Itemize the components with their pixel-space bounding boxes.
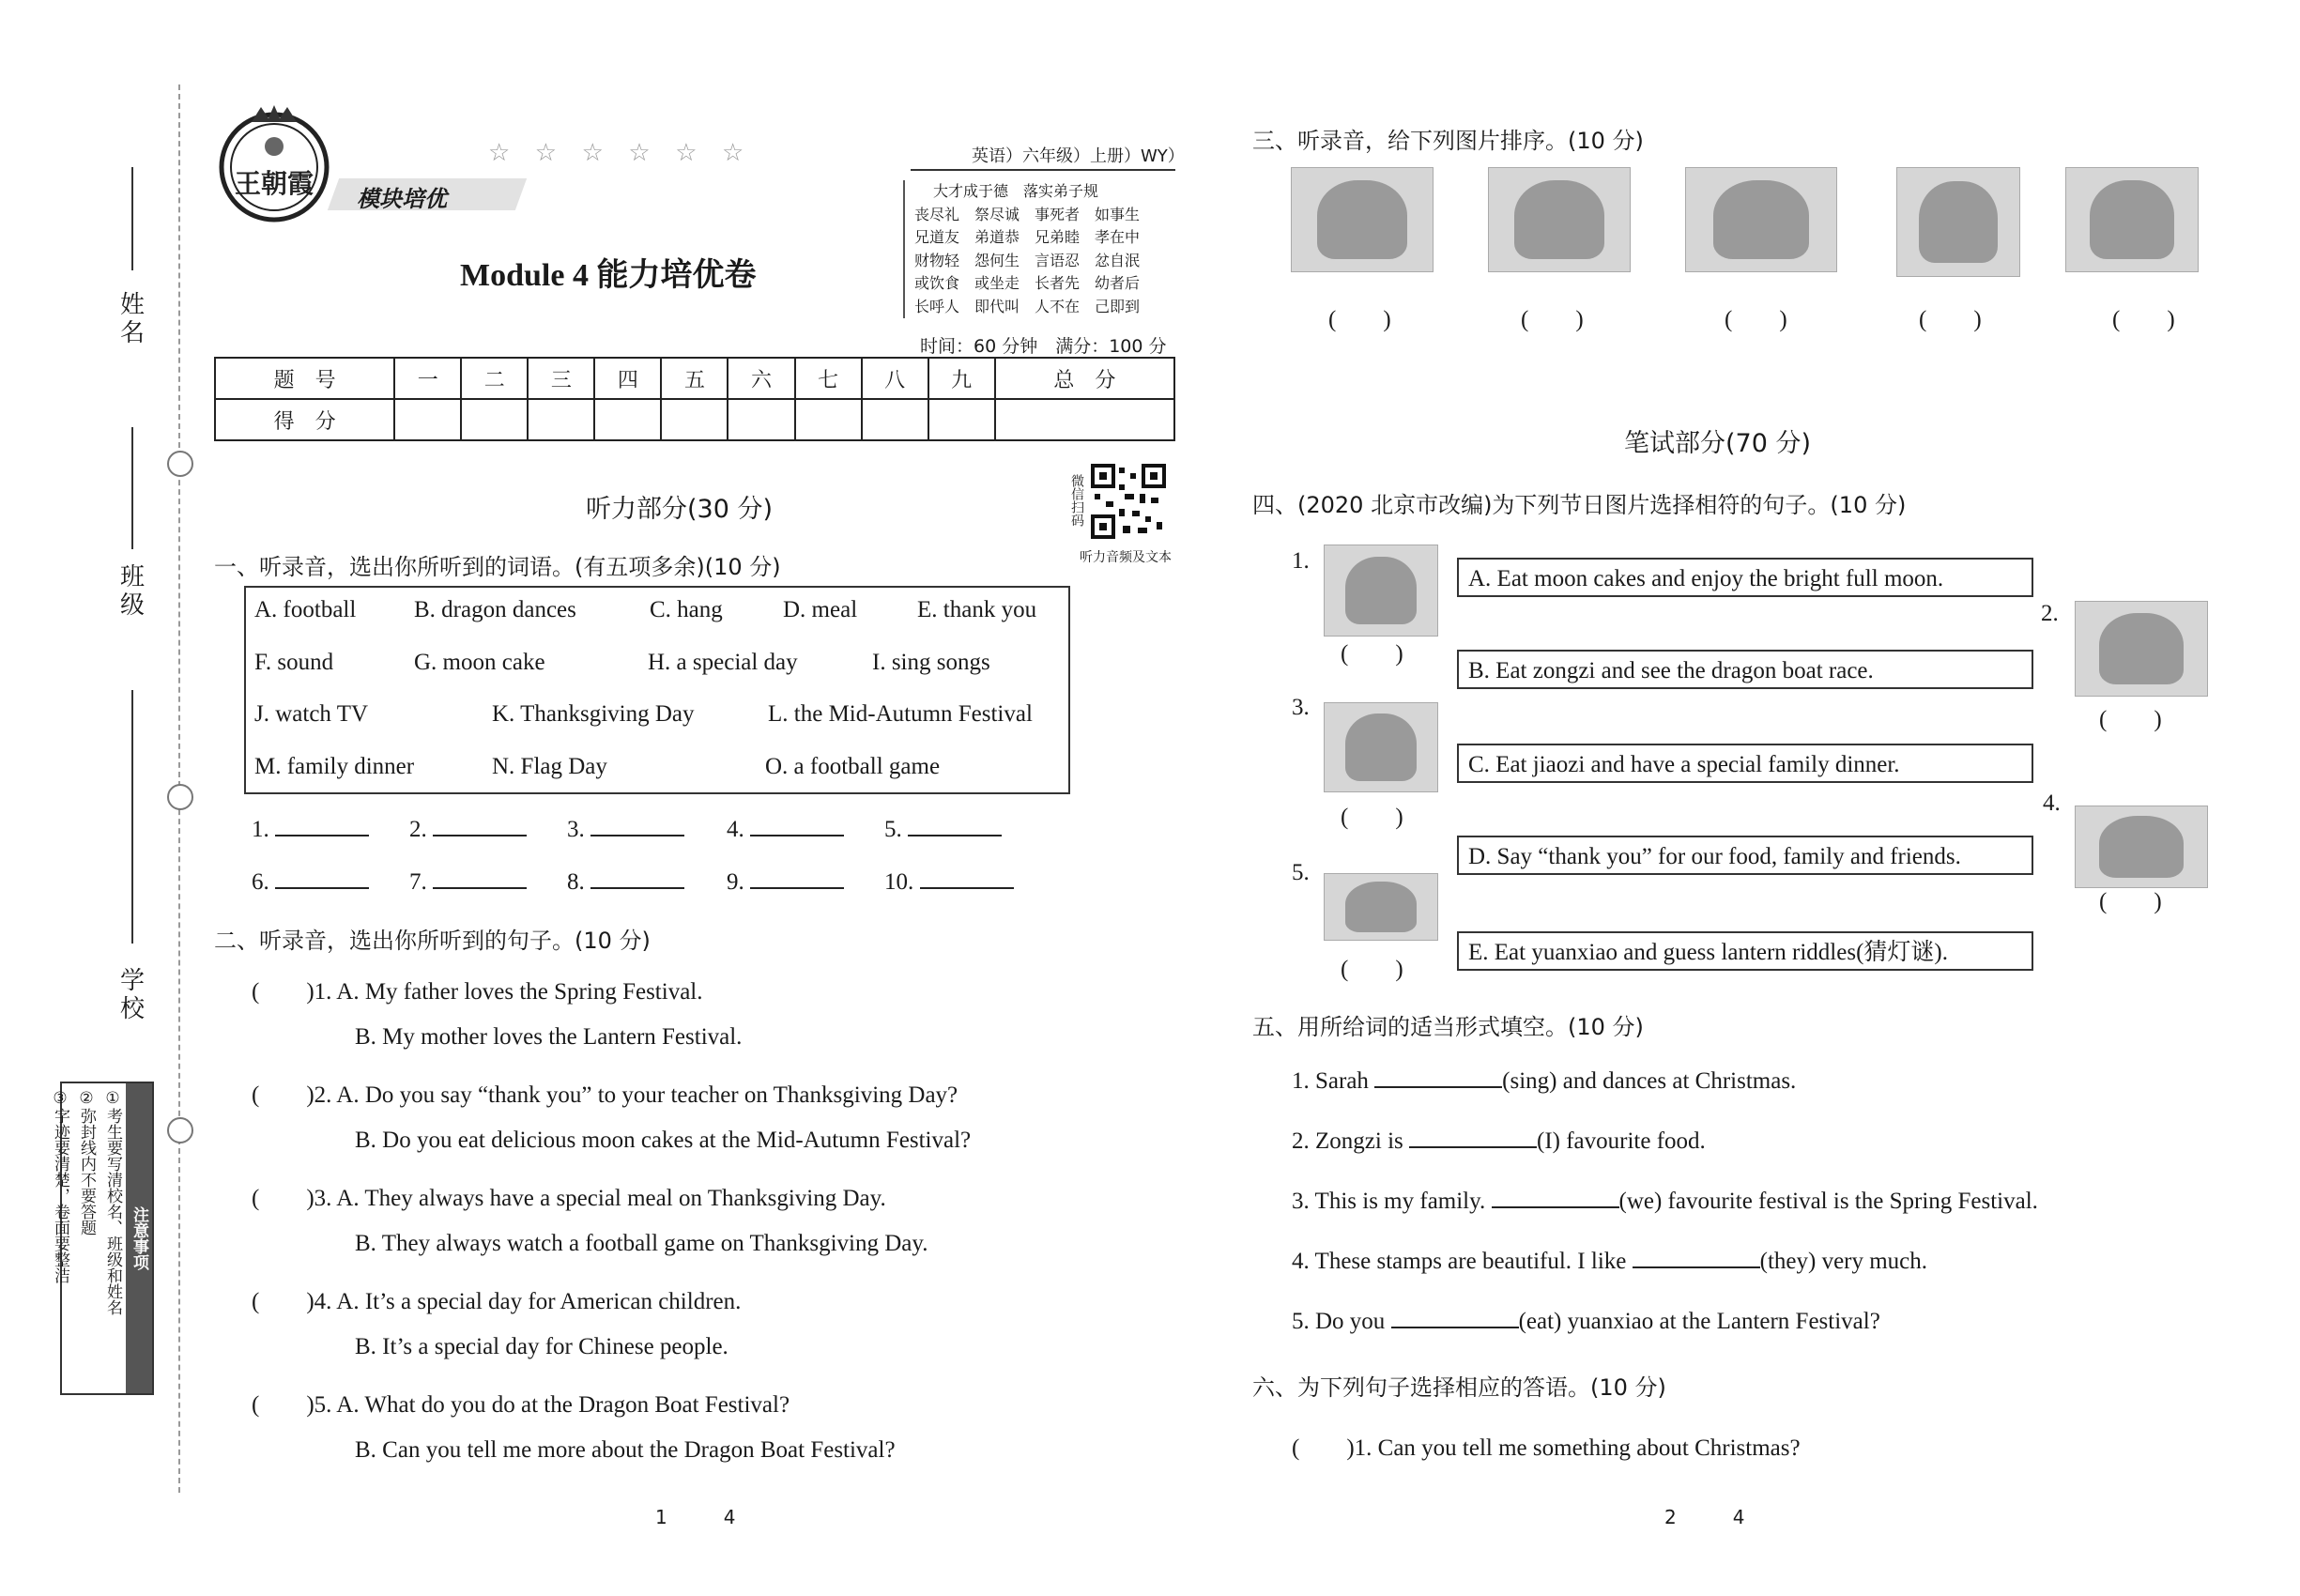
- score-header-row: [215, 358, 1174, 399]
- answer-line[interactable]: [920, 887, 1014, 889]
- q1-option: O. a football game: [765, 754, 941, 779]
- score-row-label: 得 分: [215, 399, 394, 440]
- q1-blank-number: 7.: [409, 869, 427, 895]
- q1-blank[interactable]: [727, 817, 844, 843]
- score-header-cell: 六: [728, 358, 794, 399]
- answer-line[interactable]: [750, 887, 844, 889]
- score-cell[interactable]: [995, 399, 1174, 440]
- school-label: 学校: [119, 967, 145, 1023]
- brand-logo: [214, 103, 334, 223]
- answer-line[interactable]: [590, 887, 684, 889]
- score-header-cell: 题 号: [215, 358, 394, 399]
- answer-line[interactable]: [908, 835, 1002, 836]
- logo-text: 王朝霞: [234, 168, 314, 199]
- q1-blank[interactable]: [252, 869, 369, 896]
- q3-bracket[interactable]: ( ): [1328, 307, 1391, 332]
- q1-option: C. hang: [650, 597, 723, 622]
- score-header-cell: 九: [928, 358, 995, 399]
- q1-blank[interactable]: [884, 817, 1002, 843]
- q1-option: I. sing songs: [872, 650, 990, 675]
- score-cell[interactable]: [862, 399, 928, 440]
- q1-blank[interactable]: [727, 869, 844, 896]
- notice-line: ①考生要写清校名、班级和姓名: [103, 1089, 122, 1315]
- motto-block: [903, 180, 1192, 318]
- motto-line: 兄道友 弟道恭 兄弟睦 孝在中: [914, 228, 1141, 246]
- rating-stars: ☆ ☆ ☆ ☆ ☆ ☆: [488, 139, 754, 166]
- q4-bracket[interactable]: ( ): [1341, 957, 1403, 982]
- q2-item-b: B. They always watch a football game on Thanksgiving Day.: [355, 1231, 928, 1256]
- q1-option: J. watch TV: [254, 701, 369, 727]
- motto-line: 财物轻 怨何生 言语忍 忿自泯: [914, 251, 1141, 269]
- q4-option: B. Eat zongzi and see the dragon boat race.: [1457, 650, 2033, 689]
- q2-item-a[interactable]: ( )2. A. Do you say “thank you” to your teacher on Thanksgiving Day?: [252, 1082, 958, 1108]
- q1-blank[interactable]: [567, 817, 684, 843]
- page-title: Module 4 能力培优卷: [460, 258, 757, 293]
- q4-pic-number: 2.: [2041, 601, 2059, 626]
- q1-option: B. dragon dances: [414, 597, 576, 622]
- answer-line[interactable]: [433, 887, 527, 889]
- notice-box: [51, 1082, 154, 1395]
- score-header-cell: 四: [594, 358, 661, 399]
- score-cell[interactable]: [528, 399, 594, 440]
- q5-item-text: (we) favourite festival is the Spring Festival.: [1618, 1189, 2038, 1214]
- festival-picture: [2075, 806, 2208, 888]
- page-number-right: 2 4: [1664, 1506, 1745, 1528]
- motto-line: 大才成于德 落实弟子规: [933, 182, 1099, 200]
- q4-heading: 四、(2020 北京市改编)为下列节日图片选择相符的句子。(10 分): [1252, 492, 1907, 518]
- q5-item-text: (eat) yuanxiao at the Lantern Festival?: [1518, 1309, 1880, 1334]
- q5-item: [1292, 1068, 1796, 1095]
- subject-tag: 英语）六年级）上册）WY）: [972, 146, 1185, 166]
- q2-item-a[interactable]: ( )1. A. My father loves the Spring Festival.: [252, 979, 703, 1005]
- q1-options-box: [244, 586, 1070, 794]
- binding-hole-icon: [167, 784, 193, 810]
- answer-line[interactable]: [1374, 1086, 1502, 1088]
- score-cell[interactable]: [928, 399, 995, 440]
- q4-bracket[interactable]: ( ): [2099, 889, 2162, 914]
- q5-item-text: (I) favourite food.: [1537, 1128, 1706, 1154]
- q5-item: [1292, 1249, 1927, 1275]
- q1-blank-number: 8.: [567, 869, 585, 895]
- motto-line: 长呼人 即代叫 人不在 己即到: [914, 297, 1141, 315]
- q1-option: F. sound: [254, 650, 334, 675]
- q5-item-text: 3. This is my family.: [1292, 1189, 1492, 1214]
- qr-side-label: 微信扫码: [1069, 474, 1084, 527]
- q5-heading: 五、用所给词的适当形式填空。(10 分): [1252, 1014, 1644, 1040]
- q3-heading: 三、听录音，给下列图片排序。(10 分): [1252, 128, 1644, 154]
- q5-item-text: (sing) and dances at Christmas.: [1502, 1068, 1797, 1094]
- q2-item-a[interactable]: ( )3. A. They always have a special meal on Thanksgiving Day.: [252, 1186, 886, 1211]
- answer-line[interactable]: [1409, 1146, 1537, 1148]
- q4-option: C. Eat jiaozi and have a special family dinner.: [1457, 744, 2033, 783]
- festival-picture: [2075, 601, 2208, 697]
- q1-option: G. moon cake: [414, 650, 545, 675]
- q1-option: D. meal: [783, 597, 858, 622]
- q2-item-b: B. Can you tell me more about the Dragon Boat Festival?: [355, 1437, 896, 1463]
- q5-item-text: 1. Sarah: [1292, 1068, 1375, 1094]
- score-header-cell: 五: [661, 358, 728, 399]
- score-cell[interactable]: [461, 399, 528, 440]
- q4-pic-number: 1.: [1292, 548, 1310, 574]
- q4-option: A. Eat moon cakes and enjoy the bright full moon.: [1457, 558, 2033, 597]
- q6-item[interactable]: ( )1. Can you tell me something about Christmas?: [1292, 1435, 1801, 1461]
- motto-line: 或饮食 或坐走 长者先 幼者后: [914, 274, 1141, 292]
- q5-item: [1292, 1189, 2038, 1215]
- score-cell[interactable]: [728, 399, 794, 440]
- q1-blank-number: 5.: [884, 817, 902, 842]
- score-table: [214, 357, 1175, 441]
- q1-heading: 一、听录音，选出你所听到的词语。(有五项多余)(10 分): [214, 554, 781, 580]
- q3-bracket[interactable]: ( ): [1919, 307, 1982, 332]
- score-header-cell: 一: [394, 358, 461, 399]
- score-header-cell: 总 分: [995, 358, 1174, 399]
- q4-option: D. Say “thank you” for our food, family and friends.: [1457, 836, 2033, 875]
- answer-line[interactable]: [1492, 1206, 1619, 1208]
- answer-line[interactable]: [1391, 1327, 1519, 1328]
- q4-bracket[interactable]: ( ): [1341, 805, 1403, 830]
- q2-item-a[interactable]: ( )4. A. It’s a special day for American children.: [252, 1289, 742, 1314]
- score-header-cell: 二: [461, 358, 528, 399]
- q2-item-a[interactable]: ( )5. A. What do you do at the Dragon Boat Festival?: [252, 1392, 790, 1418]
- festival-picture: [1291, 167, 1434, 272]
- festival-picture: [1324, 873, 1438, 941]
- q1-option: M. family dinner: [254, 754, 415, 779]
- festival-picture: [1324, 545, 1438, 637]
- listening-title: 听力部分(30 分): [586, 495, 774, 524]
- written-title: 笔试部分(70 分): [1624, 429, 1812, 458]
- answer-line[interactable]: [590, 835, 684, 836]
- q6-heading: 六、为下列句子选择相应的答语。(10 分): [1252, 1374, 1666, 1401]
- qr-code-icon[interactable]: [1091, 464, 1166, 539]
- q1-blank-number: 10.: [884, 869, 914, 895]
- q5-item-text: (they) very much.: [1759, 1249, 1928, 1274]
- q1-blank-number: 6.: [252, 869, 269, 895]
- class-label: 班级: [119, 563, 145, 620]
- festival-picture: [1488, 167, 1631, 272]
- binding-hole-icon: [167, 451, 193, 477]
- q5-item-text: 2. Zongzi is: [1292, 1128, 1409, 1154]
- score-cell[interactable]: [394, 399, 461, 440]
- score-cell[interactable]: [594, 399, 661, 440]
- name-line: [131, 167, 133, 270]
- q4-bracket[interactable]: ( ): [1341, 641, 1403, 667]
- score-header-cell: 三: [528, 358, 594, 399]
- q3-bracket[interactable]: ( ): [1521, 307, 1584, 332]
- festival-picture: [2065, 167, 2199, 272]
- answer-line[interactable]: [750, 835, 844, 836]
- q4-pic-number: 4.: [2043, 790, 2061, 816]
- series-label: 模块培优: [357, 186, 447, 212]
- q2-item-b: B. It’s a special day for Chinese people.: [355, 1334, 728, 1359]
- binding-hole-icon: [167, 1117, 193, 1143]
- festival-picture: [1324, 702, 1438, 792]
- qr-caption: 听力音频及文本: [1080, 550, 1172, 565]
- q1-blank-number: 4.: [727, 817, 744, 842]
- q1-blank-number: 1.: [252, 817, 269, 842]
- festival-picture: [1896, 167, 2020, 277]
- q1-option: A. football: [254, 597, 357, 622]
- time-info: 时间：60 分钟 满分：100 分: [920, 336, 1167, 357]
- q4-bracket[interactable]: ( ): [2099, 707, 2162, 732]
- q4-pic-number: 5.: [1292, 860, 1310, 885]
- q3-bracket[interactable]: ( ): [2112, 307, 2175, 332]
- q1-option: L. the Mid-Autumn Festival: [768, 701, 1033, 727]
- q4-pic-number: 3.: [1292, 695, 1310, 720]
- q5-item-text: 4. These stamps are beautiful. I like: [1292, 1249, 1633, 1274]
- motto-line: 丧尽礼 祭尽诚 事死者 如事生: [914, 205, 1141, 223]
- q1-option: E. thank you: [917, 597, 1037, 622]
- notice-line: ③字迹要清楚，卷面要整洁: [51, 1089, 69, 1283]
- q2-item-b: B. Do you eat delicious moon cakes at the Mid-Autumn Festival?: [355, 1128, 972, 1153]
- q2-item-b: B. My mother loves the Lantern Festival.: [355, 1024, 743, 1050]
- score-header-cell: 八: [862, 358, 928, 399]
- q1-option: H. a special day: [648, 650, 798, 675]
- score-cell[interactable]: [661, 399, 728, 440]
- q1-blank-number: 2.: [409, 817, 427, 842]
- q5-item: [1292, 1128, 1706, 1155]
- q3-bracket[interactable]: ( ): [1725, 307, 1787, 332]
- q1-blank-number: 9.: [727, 869, 744, 895]
- page-number-left: 1 4: [655, 1506, 736, 1528]
- answer-line[interactable]: [275, 835, 369, 836]
- q1-blank[interactable]: [409, 817, 527, 843]
- q1-blank[interactable]: [884, 869, 1014, 896]
- score-cell[interactable]: [795, 399, 862, 440]
- notice-line: ②弥封线内不要答题: [77, 1089, 96, 1235]
- q1-option: N. Flag Day: [492, 754, 607, 779]
- divider: [911, 169, 1175, 171]
- q1-blank[interactable]: [409, 869, 527, 896]
- class-line: [131, 427, 133, 549]
- q1-option: K. Thanksgiving Day: [492, 701, 695, 727]
- q2-heading: 二、听录音，选出你所听到的句子。(10 分): [214, 928, 651, 954]
- q1-blank[interactable]: [567, 869, 684, 896]
- q5-item-text: 5. Do you: [1292, 1309, 1391, 1334]
- notice-title: 注意事项: [126, 1083, 152, 1393]
- answer-line[interactable]: [275, 887, 369, 889]
- q1-blank-number: 3.: [567, 817, 585, 842]
- score-row: [215, 399, 1174, 440]
- q1-blank[interactable]: [252, 817, 369, 843]
- q4-option: E. Eat yuanxiao and guess lantern riddles(猜灯谜).: [1457, 931, 2033, 971]
- festival-picture: [1685, 167, 1837, 272]
- name-label: 姓名: [119, 291, 145, 347]
- score-header-cell: 七: [795, 358, 862, 399]
- q5-item: [1292, 1309, 1880, 1335]
- school-line: [131, 690, 133, 944]
- answer-line[interactable]: [1633, 1266, 1760, 1268]
- answer-line[interactable]: [433, 835, 527, 836]
